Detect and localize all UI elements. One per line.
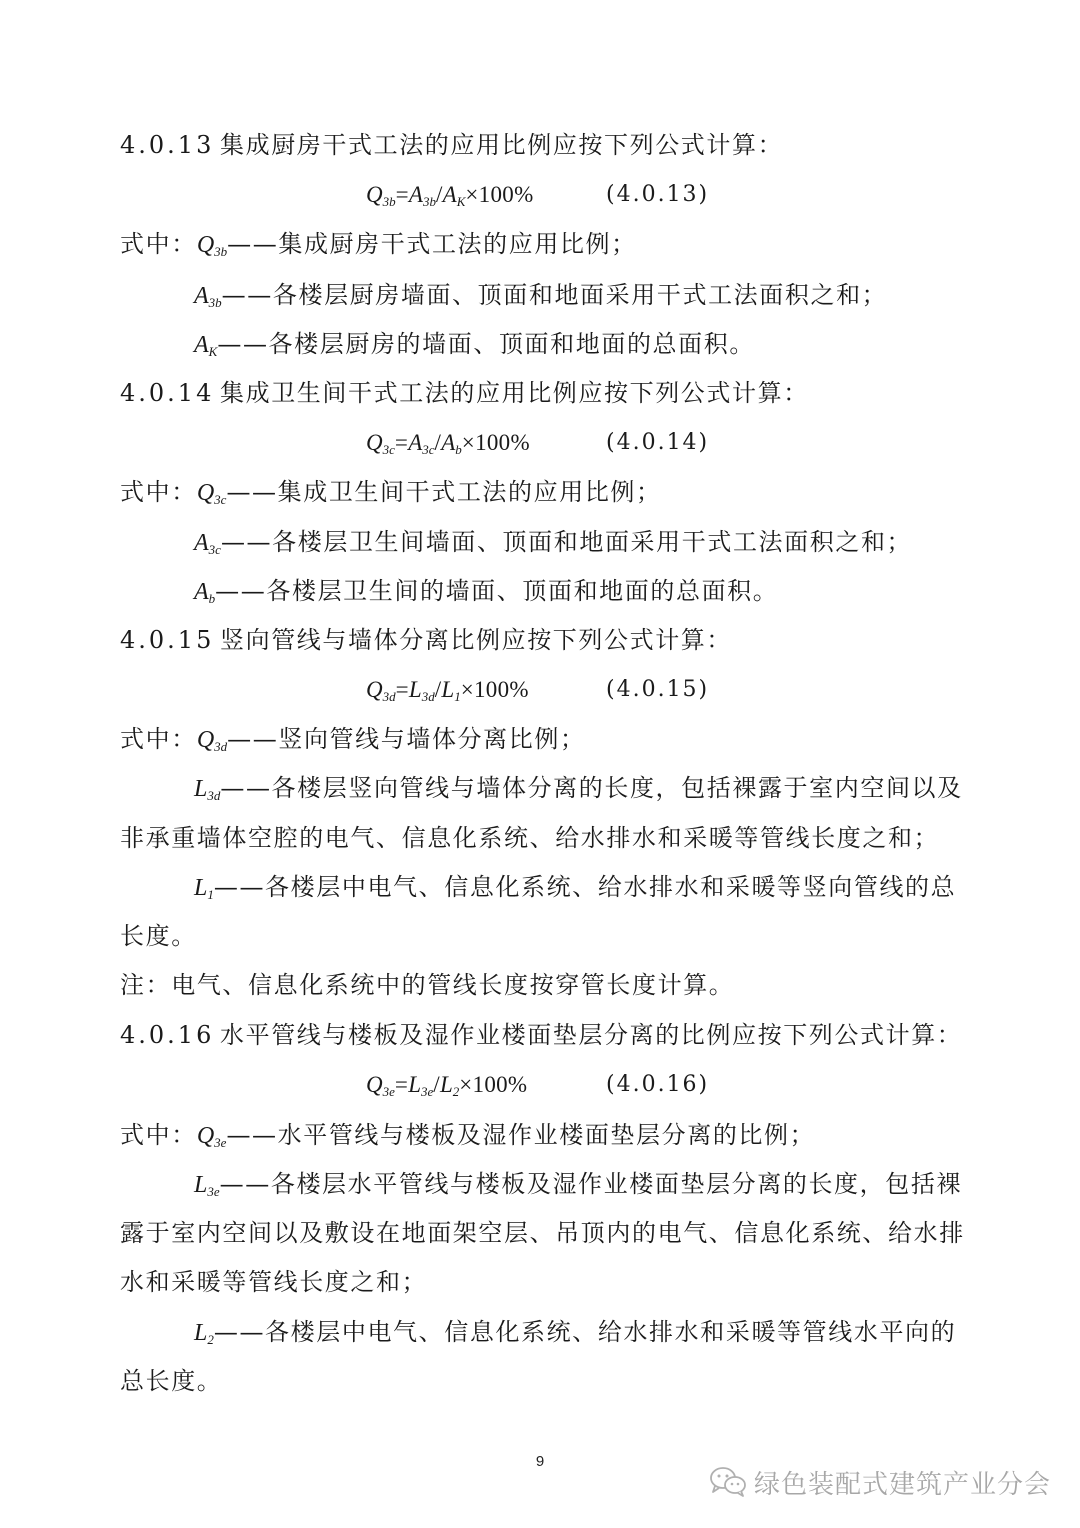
- clause-text: 集成卫生间干式工法的应用比例应按下列公式计算：: [220, 379, 809, 407]
- watermark: [708, 1462, 1051, 1502]
- page-number: 9: [535, 1453, 545, 1470]
- wechat-icon: [708, 1465, 748, 1499]
- note: 注：电气、信息化系统中的管线长度按穿管长度计算。: [120, 971, 735, 999]
- variable-definition: $L_1——$各楼层中电气、信息化系统、给水排水和采暖等竖向管线的总: [194, 873, 957, 902]
- equation-number: (4.0.15): [606, 677, 710, 702]
- variable-definition-continued: 长度。: [120, 922, 197, 950]
- variable-definition: $A_{3b}——$各楼层厨房墙面、顶面和地面采用干式工法面积之和；: [194, 281, 888, 310]
- formula-4-0-14: $Q_{3c}=A_{3c}/A_b\times 100\%$ (4.0.14): [366, 430, 710, 457]
- formula-4-0-13: $Q_{3b}=A_{3b}/A_K\times 100\%$ (4.0.13): [366, 182, 710, 209]
- equation-number: (4.0.16): [606, 1072, 710, 1097]
- where-line: 式中：$Q_{3b}——$集成厨房干式工法的应用比例；: [120, 230, 637, 259]
- variable-definition: $A_b——$各楼层卫生间的墙面、顶面和地面的总面积。: [194, 577, 779, 606]
- clause-4-0-13-heading: [120, 130, 783, 160]
- clause-text: 集成厨房干式工法的应用比例应按下列公式计算：: [220, 131, 784, 159]
- formula-4-0-16: $Q_{3e}=L_{3e}/L_2\times 100\%$ (4.0.16): [366, 1072, 710, 1099]
- variable-definition-continued: 非承重墙体空腔的电气、信息化系统、给水排水和采暖等管线长度之和；: [120, 824, 940, 852]
- formula-4-0-15: $Q_{3d}=L_{3d}/L_1\times 100\%$ (4.0.15): [366, 677, 710, 704]
- variable-definition-continued: 水和采暖等管线长度之和；: [120, 1268, 428, 1296]
- clause-text: 竖向管线与墙体分离比例应按下列公式计算：: [220, 626, 732, 654]
- watermark-text: 绿色装配式建筑产业分会: [754, 1469, 1052, 1500]
- variable-definition: $A_K——$各楼层厨房的墙面、顶面和地面的总面积。: [194, 330, 755, 359]
- equation-number: (4.0.13): [606, 182, 710, 207]
- variable-definition: $A_{3c}——$各楼层卫生间墙面、顶面和地面采用干式工法面积之和；: [194, 528, 913, 557]
- variable-definition-continued: 露于室内空间以及敷设在地面架空层、吊顶内的电气、信息化系统、给水排: [120, 1219, 965, 1247]
- where-line: 式中：$Q_{3e}——$水平管线与楼板及湿作业楼面垫层分离的比例；: [120, 1121, 816, 1150]
- where-line: 式中：$Q_{3d}——$竖向管线与墙体分离比例；: [120, 725, 586, 754]
- where-line: 式中：$Q_{3c}——$集成卫生间干式工法的应用比例；: [120, 478, 662, 507]
- clause-number: 4.0.13: [120, 131, 215, 159]
- variable-definition: $L_{3e}——$各楼层水平管线与楼板及湿作业楼面垫层分离的长度，包括裸: [194, 1170, 963, 1199]
- clause-number: 4.0.14: [120, 379, 215, 407]
- clause-text: 水平管线与楼板及湿作业楼面垫层分离的比例应按下列公式计算：: [220, 1021, 963, 1049]
- equation-number: (4.0.14): [606, 430, 710, 455]
- clause-4-0-16-heading: [120, 1020, 962, 1050]
- clause-number: 4.0.15: [120, 626, 215, 654]
- clause-4-0-15-heading: [120, 625, 732, 655]
- variable-definition: $L_{3d}——$各楼层竖向管线与墙体分离的长度，包括裸露于室内空间以及: [194, 774, 963, 803]
- variable-definition-continued: 总长度。: [120, 1367, 223, 1395]
- clause-4-0-14-heading: [120, 378, 809, 408]
- clause-number: 4.0.16: [120, 1021, 215, 1049]
- variable-definition: $L_2——$各楼层中电气、信息化系统、给水排水和采暖等管线水平向的: [194, 1318, 957, 1347]
